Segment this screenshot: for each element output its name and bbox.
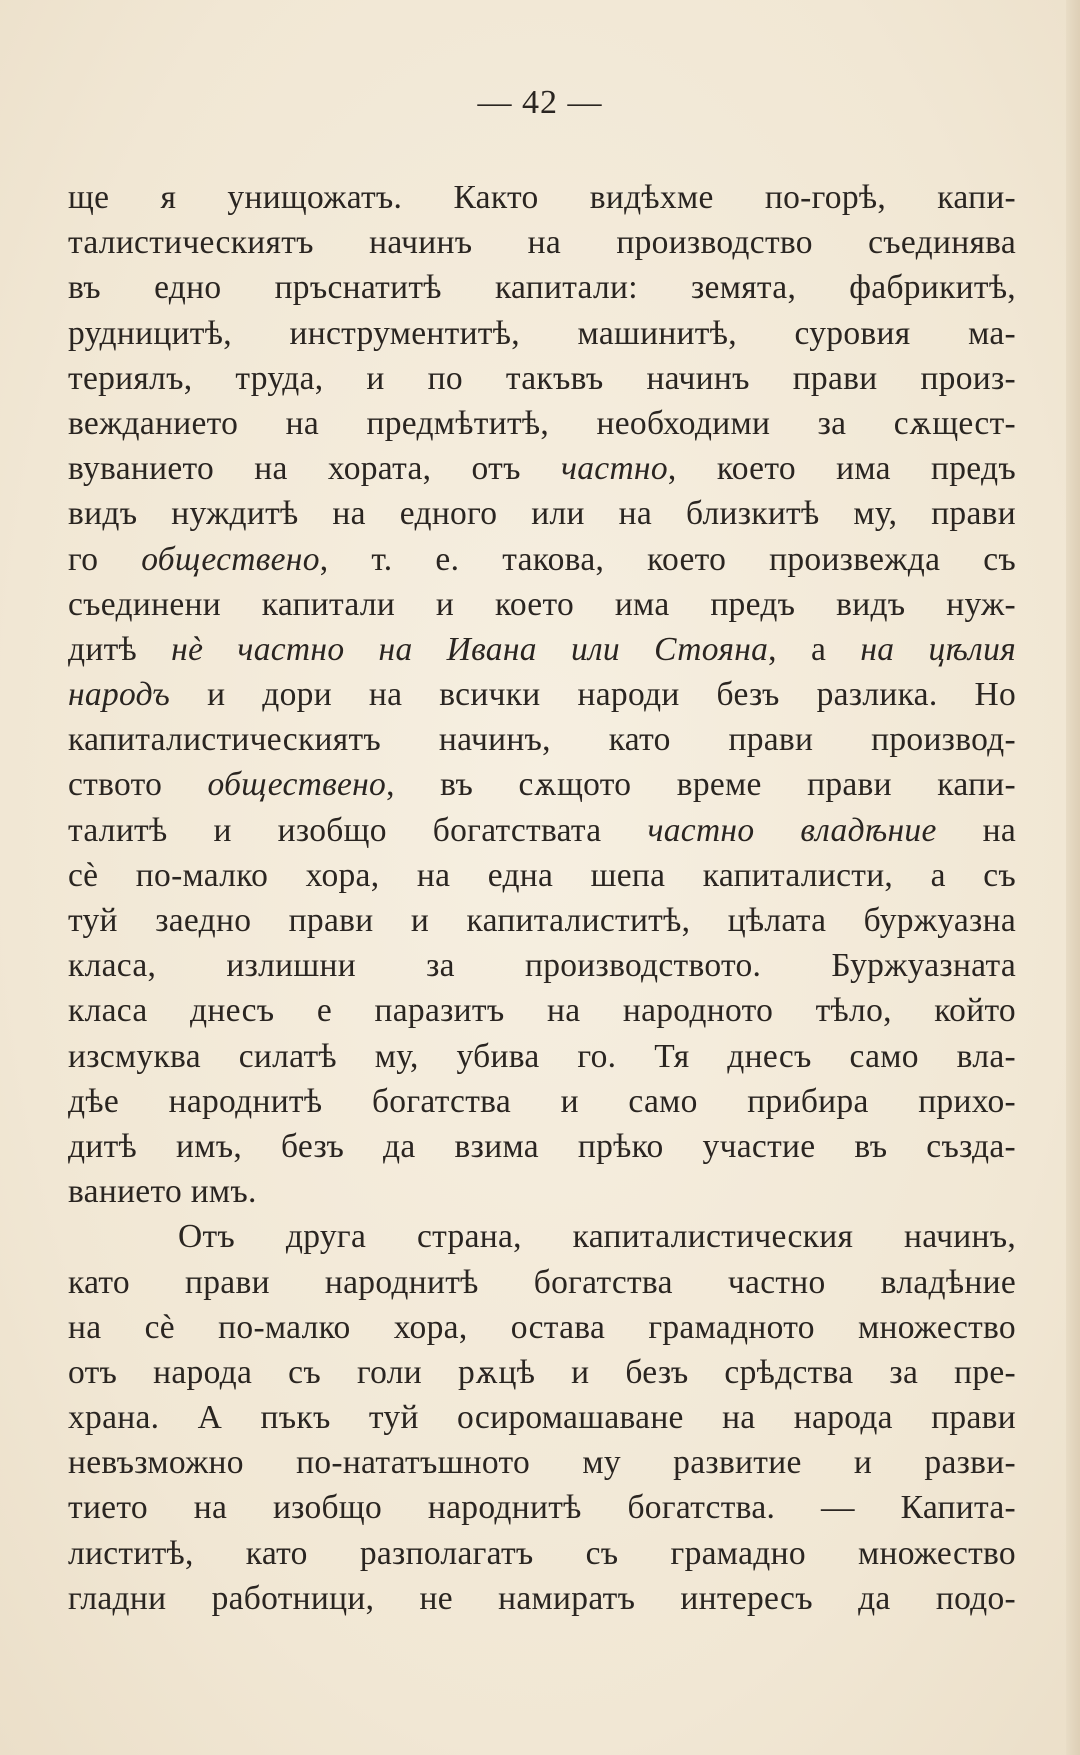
text-line — [68, 1576, 1016, 1621]
text-run: класа, излишни за производството. Буржуазната — [68, 947, 1016, 985]
text-run: Отъ друга страна, капиталистическия начинъ, — [178, 1218, 1016, 1256]
text-line — [68, 491, 1016, 536]
text-run: талистическиятъ начинъ на производство съединява — [68, 224, 1016, 262]
italic-phrase: частно — [560, 450, 668, 488]
text-run: тието на изобщо народнитѣ богатства. — Капита- — [68, 1489, 1016, 1527]
text-line — [68, 808, 1016, 853]
text-run: съединени капитали и което има предъ видъ нуж- — [68, 585, 1016, 623]
text-run: на сѐ по-малко хора, остава грамадното множество — [68, 1308, 1016, 1346]
italic-phrase: частно владѣние — [647, 811, 937, 849]
text-line — [68, 582, 1016, 627]
body-text — [68, 175, 1016, 1621]
text-line — [68, 943, 1016, 988]
text-line — [68, 762, 1016, 807]
text-line — [68, 356, 1016, 401]
text-line — [68, 1350, 1016, 1395]
text-line — [68, 537, 1016, 582]
text-run: вежданието на предмѣтитѣ, необходими за сѫщест- — [68, 404, 1016, 442]
text-run: като прави народнитѣ богатства частно владѣние — [68, 1263, 1016, 1301]
text-run: на — [936, 811, 1016, 849]
text-line — [68, 627, 1016, 672]
text-run: гладни работници, не намиратъ интересъ да подо- — [68, 1579, 1016, 1617]
text-run: ще я унищожатъ. Както видѣхме по-горѣ, капи- — [68, 179, 1016, 216]
text-line — [68, 1531, 1016, 1576]
text-line — [68, 401, 1016, 446]
text-run: видъ нуждитѣ на едного или на близкитѣ му, прави — [68, 495, 1016, 533]
text-run: дѣе народнитѣ богатства и само прибира прихо- — [68, 1082, 1016, 1120]
text-run: дитѣ — [68, 630, 172, 668]
text-run: дитѣ имъ, безъ да взима прѣко участие въ създа- — [68, 1127, 1016, 1165]
text-line — [68, 1034, 1016, 1079]
text-line — [68, 1260, 1016, 1305]
text-run: туй заедно прави и капиталиститѣ, цѣлата буржуазна — [68, 902, 1016, 939]
text-run: талитѣ и изобщо богатствата — [68, 811, 648, 849]
text-run: рудницитѣ, инструментитѣ, машинитѣ, суровия ма- — [68, 314, 1016, 352]
text-run: изсмуква силатѣ му, убива го. Тя днесъ само вла- — [68, 1037, 1016, 1075]
text-run: храна. А пъкъ туй осиромашаване на народа прави — [68, 1399, 1016, 1437]
text-run: и дори на всички народи безъ разлика. Но — [170, 676, 1016, 714]
page-edge — [1066, 0, 1080, 1755]
text-line — [68, 220, 1016, 265]
text-line — [68, 853, 1016, 898]
text-run: ството — [68, 766, 208, 804]
text-line — [68, 1485, 1016, 1530]
text-run: класа днесъ е паразитъ на народното тѣло, който — [68, 992, 1016, 1030]
text-run: териялъ, труда, и по такъвъ начинъ прави произ- — [68, 359, 1016, 397]
text-run: ванието имъ. — [68, 1173, 257, 1211]
text-line — [68, 672, 1016, 717]
text-line — [68, 1124, 1016, 1169]
text-line — [68, 1214, 1016, 1259]
text-line — [68, 1395, 1016, 1440]
text-line — [68, 1169, 1016, 1214]
text-line — [68, 311, 1016, 356]
text-run: , т. е. такова, което произвежда съ — [319, 540, 1016, 578]
text-run: го — [68, 540, 142, 578]
page-number: — 42 — — [477, 84, 603, 121]
italic-phrase: на цѣлия — [860, 630, 1016, 668]
italic-phrase: обществено — [141, 540, 320, 578]
text-line — [68, 175, 1016, 220]
text-run: сѐ по-малко хора, на една шепа капиталисти, а съ — [68, 856, 1016, 894]
text-line — [68, 988, 1016, 1033]
text-line — [68, 717, 1016, 762]
text-run: листитѣ, като разполагатъ съ грамадно множество — [68, 1534, 1016, 1572]
italic-phrase: нѐ частно на Ивана или Стояна — [171, 630, 769, 668]
text-line — [68, 898, 1016, 943]
text-line — [68, 1440, 1016, 1485]
text-run: отъ народа съ голи рѫцѣ и безъ срѣдства за пре- — [68, 1353, 1016, 1391]
text-run: въ едно пръснатитѣ капитали: земята, фабрикитѣ, — [68, 269, 1016, 307]
text-run: , а — [768, 630, 861, 668]
italic-phrase: народъ — [68, 676, 171, 714]
text-run: невъзможно по-нататъшното му развитие и разви- — [68, 1444, 1016, 1482]
italic-phrase: обществено — [207, 766, 387, 804]
text-line — [68, 1305, 1016, 1350]
text-run: вуванието на хората, отъ — [68, 450, 561, 488]
text-run: , което има предъ — [667, 450, 1016, 488]
text-line — [68, 1079, 1016, 1124]
text-line — [68, 265, 1016, 310]
text-run: , въ сѫщото време прави капи- — [386, 766, 1016, 804]
text-run: капиталистическиятъ начинъ, като прави производ- — [68, 721, 1016, 759]
text-line — [68, 446, 1016, 491]
